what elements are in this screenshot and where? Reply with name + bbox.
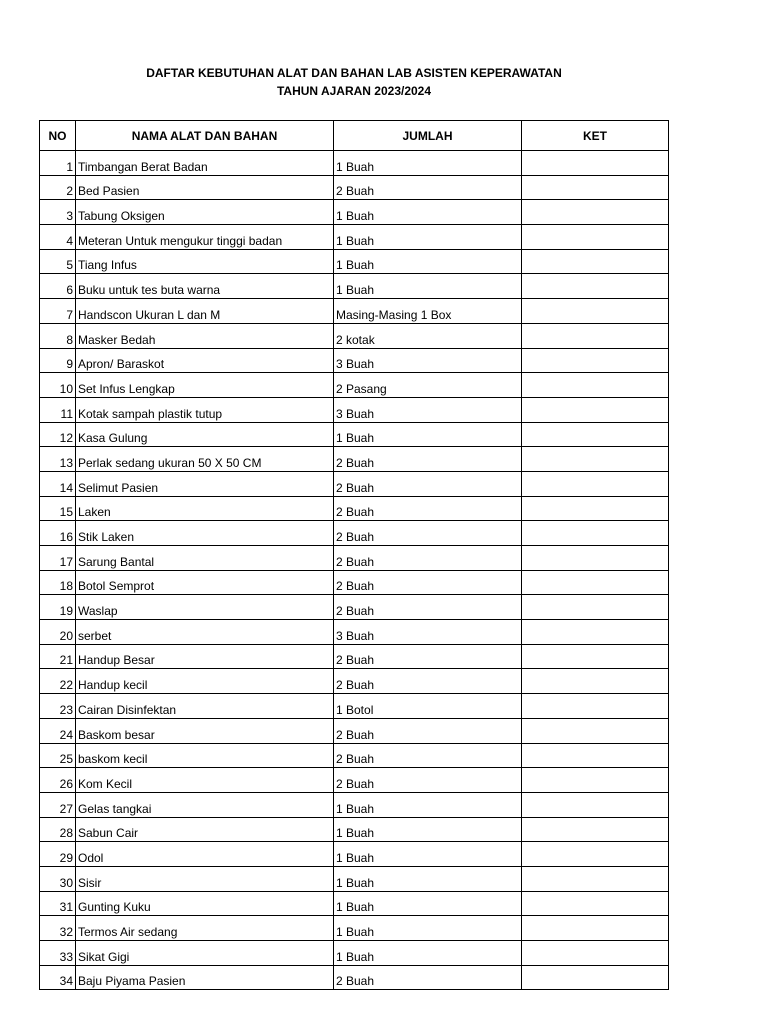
table-row (40, 323, 669, 348)
cell-no: 18 (40, 570, 76, 595)
cell-jumlah: 1 Buah (334, 817, 522, 842)
table-row (40, 718, 669, 743)
table-row (40, 521, 669, 546)
cell-ket (522, 792, 669, 817)
table-row (40, 299, 669, 324)
cell-nama: Bed Pasien (76, 175, 334, 200)
cell-nama: Handup kecil (76, 669, 334, 694)
table-row (40, 595, 669, 620)
table-row (40, 447, 669, 472)
cell-nama: Laken (76, 496, 334, 521)
table-row (40, 151, 669, 176)
cell-no: 7 (40, 299, 76, 324)
cell-no: 11 (40, 397, 76, 422)
cell-nama: Cairan Disinfektan (76, 694, 334, 719)
cell-nama: Waslap (76, 595, 334, 620)
cell-ket (522, 200, 669, 225)
cell-jumlah: 1 Buah (334, 151, 522, 176)
cell-no: 29 (40, 842, 76, 867)
cell-jumlah: 1 Botol (334, 694, 522, 719)
cell-jumlah: 1 Buah (334, 866, 522, 891)
cell-ket (522, 941, 669, 966)
table-row (40, 496, 669, 521)
cell-no: 30 (40, 866, 76, 891)
table-row (40, 471, 669, 496)
cell-jumlah: 1 Buah (334, 422, 522, 447)
cell-no: 10 (40, 373, 76, 398)
cell-no: 8 (40, 323, 76, 348)
cell-ket (522, 718, 669, 743)
cell-jumlah: 1 Buah (334, 916, 522, 941)
cell-no: 24 (40, 718, 76, 743)
cell-nama: Kom Kecil (76, 768, 334, 793)
table-row (40, 397, 669, 422)
cell-nama: Termos Air sedang (76, 916, 334, 941)
cell-ket (522, 743, 669, 768)
cell-ket (522, 397, 669, 422)
cell-jumlah: 3 Buah (334, 348, 522, 373)
cell-jumlah: Masing-Masing 1 Box (334, 299, 522, 324)
cell-jumlah: 2 Buah (334, 447, 522, 472)
cell-ket (522, 299, 669, 324)
table-row (40, 866, 669, 891)
cell-nama: Sarung Bantal (76, 546, 334, 571)
cell-no: 2 (40, 175, 76, 200)
cell-jumlah: 2 Buah (334, 768, 522, 793)
cell-no: 21 (40, 644, 76, 669)
cell-jumlah: 2 Buah (334, 546, 522, 571)
cell-ket (522, 249, 669, 274)
cell-no: 17 (40, 546, 76, 571)
cell-no: 20 (40, 620, 76, 645)
table-row (40, 175, 669, 200)
cell-ket (522, 175, 669, 200)
cell-jumlah: 1 Buah (334, 891, 522, 916)
cell-nama: Tabung Oksigen (76, 200, 334, 225)
cell-ket (522, 842, 669, 867)
cell-ket (522, 768, 669, 793)
cell-no: 31 (40, 891, 76, 916)
cell-ket (522, 694, 669, 719)
cell-no: 19 (40, 595, 76, 620)
cell-jumlah: 2 Buah (334, 965, 522, 990)
cell-nama: Gunting Kuku (76, 891, 334, 916)
cell-no: 15 (40, 496, 76, 521)
table-row (40, 743, 669, 768)
cell-jumlah: 2 Buah (334, 595, 522, 620)
cell-ket (522, 620, 669, 645)
cell-no: 33 (40, 941, 76, 966)
cell-nama: Kotak sampah plastik tutup (76, 397, 334, 422)
cell-no: 6 (40, 274, 76, 299)
table-row (40, 274, 669, 299)
table-row (40, 249, 669, 274)
cell-jumlah: 2 Buah (334, 471, 522, 496)
cell-ket (522, 225, 669, 250)
cell-ket (522, 471, 669, 496)
cell-nama: Stik Laken (76, 521, 334, 546)
cell-no: 13 (40, 447, 76, 472)
cell-ket (522, 348, 669, 373)
table-row (40, 842, 669, 867)
table-row (40, 817, 669, 842)
cell-nama: Masker Bedah (76, 323, 334, 348)
cell-no: 22 (40, 669, 76, 694)
cell-ket (522, 447, 669, 472)
cell-jumlah: 1 Buah (334, 249, 522, 274)
cell-no: 3 (40, 200, 76, 225)
cell-jumlah: 1 Buah (334, 200, 522, 225)
column-header-ket: KET (522, 121, 669, 151)
cell-nama: Meteran Untuk mengukur tinggi badan (76, 225, 334, 250)
cell-jumlah: 1 Buah (334, 842, 522, 867)
table-row (40, 348, 669, 373)
cell-no: 5 (40, 249, 76, 274)
table-row (40, 669, 669, 694)
table-row (40, 941, 669, 966)
cell-no: 32 (40, 916, 76, 941)
cell-jumlah: 1 Buah (334, 792, 522, 817)
cell-no: 27 (40, 792, 76, 817)
cell-nama: Selimut Pasien (76, 471, 334, 496)
cell-jumlah: 2 Pasang (334, 373, 522, 398)
cell-nama: Tiang Infus (76, 249, 334, 274)
cell-ket (522, 323, 669, 348)
header-row (40, 121, 669, 151)
cell-nama: Apron/ Baraskot (76, 348, 334, 373)
cell-jumlah: 1 Buah (334, 274, 522, 299)
cell-jumlah: 1 Buah (334, 941, 522, 966)
cell-no: 26 (40, 768, 76, 793)
cell-no: 4 (40, 225, 76, 250)
column-header-nama: NAMA ALAT DAN BAHAN (76, 121, 334, 151)
cell-ket (522, 965, 669, 990)
table-row (40, 891, 669, 916)
table-row (40, 546, 669, 571)
cell-jumlah: 2 Buah (334, 496, 522, 521)
table-header (40, 121, 669, 151)
cell-nama: Sikat Gigi (76, 941, 334, 966)
table-row (40, 570, 669, 595)
table-row (40, 373, 669, 398)
table-row (40, 200, 669, 225)
cell-no: 16 (40, 521, 76, 546)
cell-jumlah: 2 Buah (334, 521, 522, 546)
cell-nama: Perlak sedang ukuran 50 X 50 CM (76, 447, 334, 472)
cell-ket (522, 422, 669, 447)
cell-no: 34 (40, 965, 76, 990)
cell-no: 9 (40, 348, 76, 373)
cell-ket (522, 817, 669, 842)
cell-jumlah: 2 Buah (334, 175, 522, 200)
document-subtitle: TAHUN AJARAN 2023/2024 (276, 84, 432, 98)
cell-ket (522, 274, 669, 299)
cell-ket (522, 151, 669, 176)
cell-jumlah: 3 Buah (334, 397, 522, 422)
cell-nama: serbet (76, 620, 334, 645)
table-row (40, 916, 669, 941)
table-row (40, 694, 669, 719)
cell-ket (522, 644, 669, 669)
cell-jumlah: 2 Buah (334, 644, 522, 669)
cell-ket (522, 595, 669, 620)
cell-nama: Sisir (76, 866, 334, 891)
cell-nama: Baskom besar (76, 718, 334, 743)
cell-ket (522, 669, 669, 694)
table-row (40, 225, 669, 250)
cell-jumlah: 2 Buah (334, 718, 522, 743)
cell-jumlah: 2 Buah (334, 743, 522, 768)
cell-ket (522, 496, 669, 521)
cell-nama: Sabun Cair (76, 817, 334, 842)
cell-ket (522, 373, 669, 398)
cell-nama: Botol Semprot (76, 570, 334, 595)
table-row (40, 644, 669, 669)
cell-jumlah: 3 Buah (334, 620, 522, 645)
cell-nama: Buku untuk tes buta warna (76, 274, 334, 299)
cell-nama: Kasa Gulung (76, 422, 334, 447)
cell-nama: Baju Piyama Pasien (76, 965, 334, 990)
cell-no: 23 (40, 694, 76, 719)
column-header-jumlah: JUMLAH (334, 121, 522, 151)
inventory-table (39, 120, 669, 990)
cell-ket (522, 891, 669, 916)
cell-nama: Handup Besar (76, 644, 334, 669)
cell-ket (522, 570, 669, 595)
cell-no: 1 (40, 151, 76, 176)
table-row (40, 768, 669, 793)
cell-nama: Timbangan Berat Badan (76, 151, 334, 176)
cell-no: 12 (40, 422, 76, 447)
cell-no: 14 (40, 471, 76, 496)
column-header-no: NO (40, 121, 76, 151)
cell-nama: Handscon Ukuran L dan M (76, 299, 334, 324)
cell-nama: Odol (76, 842, 334, 867)
cell-ket (522, 866, 669, 891)
cell-jumlah: 2 Buah (334, 669, 522, 694)
cell-ket (522, 521, 669, 546)
cell-no: 28 (40, 817, 76, 842)
table-row (40, 620, 669, 645)
table-row (40, 965, 669, 990)
table-row (40, 422, 669, 447)
cell-ket (522, 546, 669, 571)
cell-nama: Set Infus Lengkap (76, 373, 334, 398)
document-title: DAFTAR KEBUTUHAN ALAT DAN BAHAN LAB ASISTEN KEPERAWATAN (146, 66, 562, 80)
cell-jumlah: 2 kotak (334, 323, 522, 348)
cell-nama: Gelas tangkai (76, 792, 334, 817)
table-row (40, 792, 669, 817)
cell-jumlah: 1 Buah (334, 225, 522, 250)
cell-jumlah: 2 Buah (334, 570, 522, 595)
cell-nama: baskom kecil (76, 743, 334, 768)
table-body (40, 151, 669, 990)
cell-no: 25 (40, 743, 76, 768)
cell-ket (522, 916, 669, 941)
